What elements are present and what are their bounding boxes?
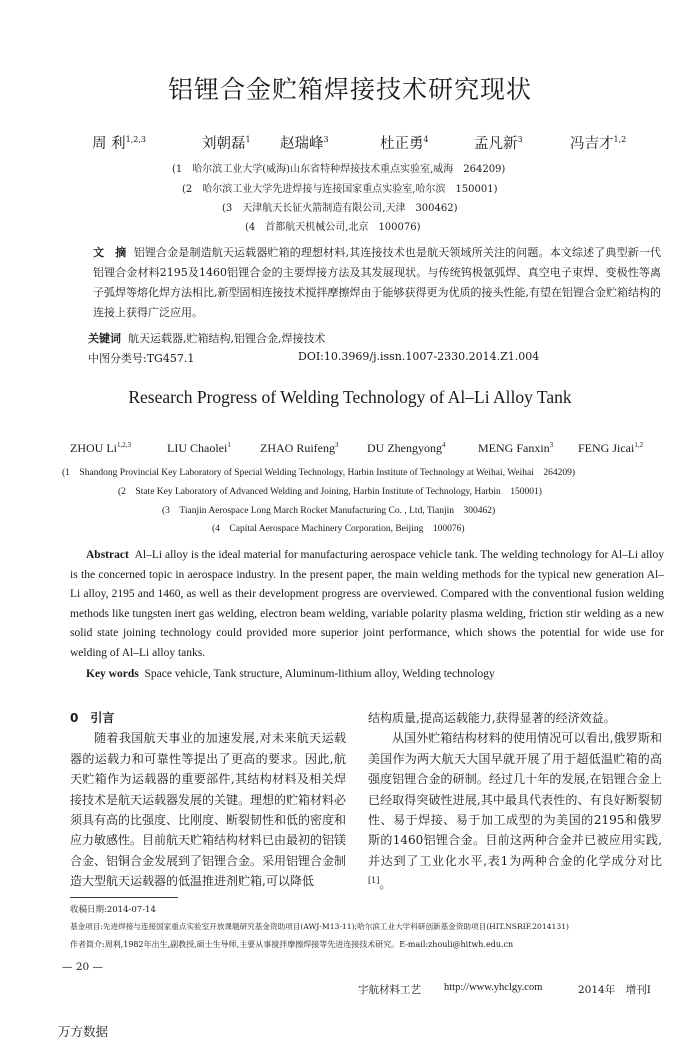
keywords-text-en: Space vehicle, Tank structure, Aluminum-lithium alloy, Welding technology <box>144 668 495 680</box>
affiliation-en: (3 Tianjin Aerospace Long March Rocket Manufacturing Co. , Ltd, Tianjin 300462) <box>162 506 496 516</box>
author-cn: 刘朝磊$^1$ <box>202 135 251 152</box>
affiliation-en: (2 State Key Laboratory of Advanced Welding and Joining, Harbin Institute of Technology, Harbin 150001) <box>118 487 542 497</box>
author-en: ZHOU Li$^{1,2,3}$ <box>70 441 131 455</box>
author-cn: 赵瑞峰$^3$ <box>280 135 329 152</box>
watermark: 万方数据 <box>58 1024 109 1039</box>
body-right-column <box>368 708 662 895</box>
author-cn: 杜正勇$^4$ <box>380 135 429 152</box>
affiliation-cn: (2 哈尔滨工业大学先进焊接与连接国家重点实验室,哈尔滨 150001) <box>182 184 498 195</box>
author-en: LIU Chaolei$^1$ <box>167 441 231 455</box>
author-en: DU Zhengyong$^4$ <box>367 441 446 455</box>
abstract-label-cn: 文 摘 <box>93 246 127 259</box>
footnote-rule <box>70 897 178 898</box>
page-number: — 20 — <box>62 961 104 973</box>
keywords-text-cn: 航天运载器,贮箱结构,铝锂合金,焊接技术 <box>128 332 326 345</box>
affiliation-en: (4 Capital Aerospace Machinery Corporation, Beijing 100076) <box>212 524 465 534</box>
affiliation-en: (1 Shandong Provincial Key Laboratory of Special Welding Technology, Harbin Institute of Technology at Weihai, Weihai 264209) <box>62 468 576 478</box>
journal-name: 宇航材料工艺 <box>358 984 421 996</box>
clc-number: 中图分类号:TG457.1 <box>88 352 195 365</box>
journal-issue: 2014年 增刊Ⅰ <box>578 984 651 996</box>
keywords-cn <box>88 330 326 346</box>
paper-title-en: Research Progress of Welding Technology of Al–Li Alloy Tank <box>128 387 572 407</box>
body-paragraph: 随着我国航天事业的加速发展,对未来航天运载器的运载力和可靠性等提出了更高的要求。因此,航天贮箱作为运载器的重要部件,其结构材料及相关焊接技术是航天运载器发展的关键。理想的贮箱材料必须具有高的比强度、比刚度、断裂韧性和低的密度和应力敏感性。目前航天贮箱结构材料已由最初的铝镁合金、铝铜合金发展到了铝锂合金。采用铝锂合金制造大型航天运载器的低温推进剂贮箱,可以降低 <box>70 731 347 889</box>
body-paragraph: 结构质量,提高运载能力,获得显著的经济效益。 <box>368 711 616 725</box>
footnote-author: 作者简介:周利,1982年出生,副教授,硕士生导师,主要从事搅拌摩擦焊接等先进连接技术研究。E-mail:zhouli@hitwh.edu.cn <box>70 940 514 949</box>
body-paragraph: 从国外贮箱结构材料的使用情况可以看出,俄罗斯和美国作为两大航天大国早就开展了用于超低温贮箱的高强度铝锂合金的研制。经过几十年的发展,在铝锂合金上已经取得突破性进展,其中最具代表性的、有良好断裂韧性、易于焊接、易于加工成型的为美国的2195和俄罗斯的1460铝锂合金。目前这两种合金并已被应用实践,并达到了工业化水平,表1为两种合金的化学成分对比[1]。 <box>368 731 662 892</box>
paper-title-cn: 铝锂合金贮箱焊接技术研究现状 <box>167 75 532 104</box>
affiliation-cn: (1 哈尔滨工业大学(威海)山东省特种焊接技术重点实验室,威海 264209) <box>172 164 506 175</box>
affiliation-cn: (4 首都航天机械公司,北京 100076) <box>245 222 421 233</box>
keywords-label-en: Key words <box>86 668 139 680</box>
footnote-received: 收稿日期:2014-07-14 <box>70 905 156 915</box>
author-en: ZHAO Ruifeng$^3$ <box>260 441 339 455</box>
abstract-label-en: Abstract <box>86 549 129 561</box>
section-heading: 0 引言 <box>70 711 115 725</box>
abstract-en <box>70 546 664 663</box>
affiliation-cn: (3 天津航天长征火箭制造有限公司,天津 300462) <box>222 203 458 214</box>
body-left-column <box>70 708 346 892</box>
journal-url: http://www.yhclgy.com <box>444 982 543 993</box>
author-cn: 冯吉才$^{1,2}$ <box>570 135 627 152</box>
author-cn: 周 利$^{1,2,3}$ <box>92 135 146 152</box>
author-cn: 孟凡新$^3$ <box>474 135 523 152</box>
keywords-en <box>86 668 495 680</box>
doi: DOI:10.3969/j.issn.1007-2330.2014.Z1.004 <box>298 350 540 363</box>
footnote-fund: 基金项目:先进焊接与连接国家重点实验室开放课题研究基金资助项目(AWJ-M13-11);哈尔滨工业大学科研创新基金资助项目(HIT.NSRIF.2014131) <box>70 922 569 931</box>
citation-ref: [1] <box>368 876 380 886</box>
author-en: FENG Jicai$^{1,2}$ <box>578 441 644 455</box>
abstract-cn <box>93 243 661 323</box>
abstract-text-en: Al–Li alloy is the ideal material for manufacturing aerospace vehicle tank. The welding technology for Al–Li alloy is the concerned topic in aerospace industry. In the present paper, the main welding methods for the typical new generation Al–Li alloy, 2195 and 1460, as well as their development progress are overviewed. Compared with the conventional fusion welding methods like tungsten inert gas welding, electron beam welding, variable polarity plasma welding, friction stir welding as a new solid state joining technology could provided more superior joint performance, which shows the potential for wide use for welding of Al–Li alloy tanks. <box>70 549 665 659</box>
keywords-label-cn: 关键词 <box>88 332 121 345</box>
author-en: MENG Fanxin$^3$ <box>478 441 554 455</box>
abstract-text-cn: 铝锂合金是制造航天运载器贮箱的理想材料,其连接技术也是航天领域所关注的问题。本文综述了典型新一代铝锂合金材料2195及1460铝锂合金的主要焊接方法及其发展现状。与传统钨极氩弧焊、真空电子束焊、变极性等离子弧焊等熔化焊方法相比,新型固相连接技术搅拌摩擦焊由于能够获得更为优质的接头性能,有望在铝锂合金贮箱结构的连接上获得广泛应用。 <box>93 246 662 319</box>
